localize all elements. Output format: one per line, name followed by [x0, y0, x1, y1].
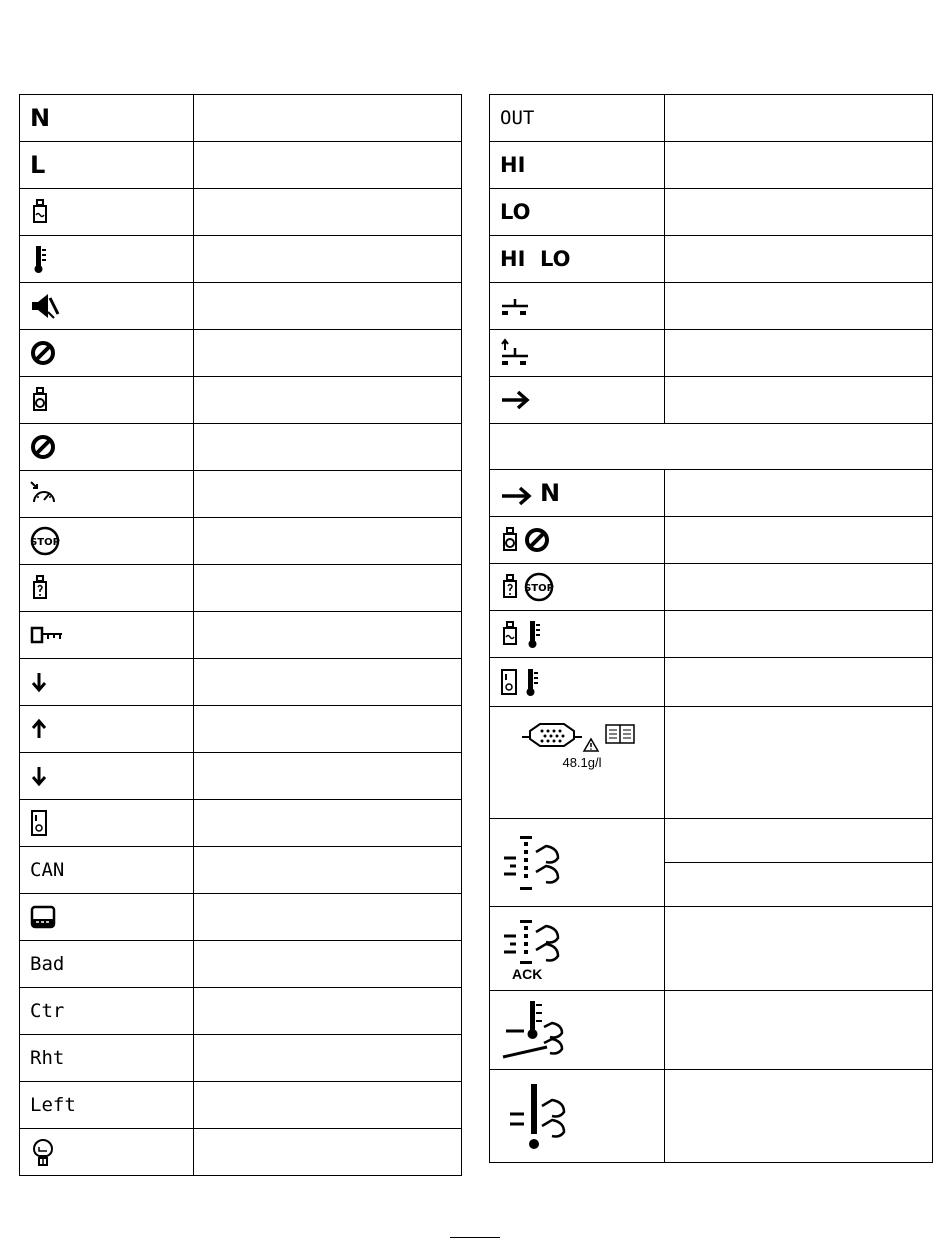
description-cell	[194, 988, 462, 1035]
symbol-cell	[490, 142, 665, 189]
svg-text:STOP: STOP	[524, 583, 554, 594]
left-symbol: Left	[30, 1094, 76, 1116]
symbol-cell	[20, 565, 194, 612]
low-symbol: LO	[500, 200, 531, 224]
exhaust-filter-icon	[500, 916, 570, 968]
table-row	[20, 518, 462, 565]
description-cell	[194, 142, 462, 189]
symbol-cell	[20, 283, 194, 330]
description-cell	[194, 1082, 462, 1129]
description-cell	[665, 863, 933, 907]
description-cell	[194, 800, 462, 847]
high-low-symbol: HI LO	[500, 247, 571, 271]
table-row	[490, 907, 933, 991]
engine-oil-icon	[500, 527, 520, 553]
svg-text:STOP: STOP	[30, 537, 60, 548]
exhaust-warning-icon	[500, 1080, 570, 1152]
symbol-cell	[490, 377, 665, 424]
description-cell	[665, 707, 933, 819]
engine-question-icon	[30, 575, 50, 601]
engine-coolant-icon	[500, 621, 520, 647]
symbol-cell	[20, 1129, 194, 1176]
symbol-cell	[490, 991, 665, 1070]
symbol-cell	[20, 236, 194, 283]
table-row	[490, 991, 933, 1070]
stop-icon	[524, 572, 554, 602]
description-cell	[665, 189, 933, 236]
symbol-cell	[490, 189, 665, 236]
center-symbol: Ctr	[30, 1000, 65, 1022]
symbol-cell	[490, 236, 665, 283]
exhaust-filter-icon	[500, 832, 570, 894]
description-cell	[194, 330, 462, 377]
description-cell	[194, 847, 462, 894]
table-row	[20, 847, 462, 894]
symbol-cell	[20, 330, 194, 377]
description-cell	[665, 283, 933, 330]
thermometer-icon	[30, 244, 48, 274]
description-cell	[194, 189, 462, 236]
description-cell	[665, 330, 933, 377]
table-row	[20, 988, 462, 1035]
description-cell	[194, 659, 462, 706]
soot-filter-warning-icon	[520, 721, 640, 753]
symbol-cell	[20, 189, 194, 236]
symbol-cell	[490, 819, 665, 907]
description-cell	[665, 564, 933, 611]
exhaust-temperature-icon	[500, 997, 570, 1063]
table-row	[490, 1070, 933, 1163]
description-cell	[194, 283, 462, 330]
table-row	[490, 564, 933, 611]
out-symbol: OUT	[500, 107, 535, 129]
symbol-cell	[20, 471, 194, 518]
stop-icon	[30, 526, 60, 556]
ack-label: ACK	[512, 965, 543, 982]
symbol-cell	[20, 753, 194, 800]
table-row	[20, 236, 462, 283]
engine-question-icon	[500, 574, 520, 600]
symbol-cell	[20, 659, 194, 706]
table-row	[20, 1082, 462, 1129]
description-cell	[194, 471, 462, 518]
prohibited-icon	[30, 434, 56, 460]
table-row	[20, 565, 462, 612]
table-row	[490, 819, 933, 863]
description-cell	[194, 894, 462, 941]
description-cell	[665, 517, 933, 564]
table-row	[20, 142, 462, 189]
table-row	[20, 95, 462, 142]
table-row	[20, 659, 462, 706]
low-symbol: L	[30, 151, 46, 179]
table-row	[490, 424, 933, 470]
description-cell	[194, 753, 462, 800]
table-row	[490, 611, 933, 658]
neutral-symbol: N	[540, 478, 561, 507]
table-row	[490, 658, 933, 707]
symbol-table-right	[489, 94, 933, 1163]
symbol-cell	[20, 706, 194, 753]
hydraulic-oil-icon	[30, 809, 48, 837]
symbol-cell	[20, 612, 194, 659]
description-cell	[665, 819, 933, 863]
description-cell	[665, 991, 933, 1070]
description-cell	[665, 907, 933, 991]
arrow-up-icon	[30, 718, 48, 740]
table-row	[20, 1129, 462, 1176]
symbol-cell	[490, 707, 665, 819]
symbol-cell	[20, 800, 194, 847]
table-row	[490, 283, 933, 330]
symbol-cell	[20, 1082, 194, 1129]
description-cell	[665, 611, 933, 658]
thermometer-icon	[522, 667, 540, 697]
symbol-cell	[490, 330, 665, 377]
symbol-cell	[20, 941, 194, 988]
table-row	[20, 330, 462, 377]
description-cell	[194, 518, 462, 565]
description-cell	[194, 565, 462, 612]
description-cell	[665, 1070, 933, 1163]
symbol-cell	[20, 518, 194, 565]
arrow-down-icon	[30, 765, 48, 787]
neutral-symbol: N	[30, 104, 51, 132]
table-row	[490, 707, 933, 819]
prohibited-icon	[30, 340, 56, 366]
table-row	[490, 470, 933, 517]
table-row	[490, 330, 933, 377]
description-cell	[665, 236, 933, 283]
table-row	[20, 800, 462, 847]
description-cell	[665, 377, 933, 424]
description-cell	[194, 706, 462, 753]
symbol-cell	[20, 988, 194, 1035]
table-row	[20, 1035, 462, 1082]
pto-raise-icon	[500, 338, 530, 368]
pto-icon	[500, 295, 530, 317]
table-row	[20, 283, 462, 330]
description-cell	[665, 95, 933, 142]
right-symbol: Rht	[30, 1047, 65, 1069]
symbol-cell	[490, 658, 665, 707]
symbol-cell	[20, 142, 194, 189]
description-cell	[194, 236, 462, 283]
description-cell	[194, 612, 462, 659]
horn-mute-icon	[30, 292, 60, 320]
arrow-down-icon	[30, 671, 48, 693]
table-row	[490, 377, 933, 424]
table-row	[20, 706, 462, 753]
table-row	[20, 189, 462, 236]
symbol-cell	[20, 424, 194, 471]
speed-gauge-icon	[30, 480, 58, 508]
thermometer-icon	[524, 619, 542, 649]
symbol-cell	[490, 517, 665, 564]
symbol-cell	[490, 611, 665, 658]
table-row	[490, 517, 933, 564]
arrow-right-icon	[500, 389, 532, 411]
operator-seat-icon	[30, 1137, 56, 1167]
table-row	[20, 941, 462, 988]
page-number-rule	[450, 1237, 500, 1238]
engine-coolant-icon	[30, 199, 50, 225]
symbol-cell	[20, 95, 194, 142]
table-row	[490, 189, 933, 236]
hydraulic-oil-icon	[500, 668, 518, 696]
soot-load-label: 48.1g/l	[562, 755, 602, 770]
description-cell	[665, 142, 933, 189]
prohibited-icon	[524, 527, 550, 553]
symbol-cell	[490, 907, 665, 991]
description-cell	[194, 941, 462, 988]
key-icon	[30, 625, 64, 645]
symbol-cell	[20, 1035, 194, 1082]
description-cell	[194, 1129, 462, 1176]
table-row	[490, 236, 933, 283]
table-row	[490, 95, 933, 142]
symbol-cell	[490, 1070, 665, 1163]
bad-symbol: Bad	[30, 953, 65, 975]
description-cell	[194, 1035, 462, 1082]
symbol-cell	[20, 377, 194, 424]
description-cell	[194, 424, 462, 471]
description-cell	[194, 377, 462, 424]
symbol-cell	[490, 95, 665, 142]
spacer-cell	[490, 424, 933, 470]
symbol-cell	[490, 283, 665, 330]
symbol-cell	[490, 564, 665, 611]
table-row	[20, 894, 462, 941]
description-cell	[665, 658, 933, 707]
engine-oil-icon	[30, 387, 50, 413]
table-row	[20, 471, 462, 518]
table-row	[20, 377, 462, 424]
display-icon	[30, 905, 56, 929]
symbol-cell	[20, 894, 194, 941]
symbol-table-left	[19, 94, 462, 1176]
table-row	[20, 753, 462, 800]
can-symbol: CAN	[30, 859, 65, 881]
arrow-right-icon	[500, 485, 536, 507]
symbol-cell	[20, 847, 194, 894]
table-row	[490, 142, 933, 189]
table-row	[20, 424, 462, 471]
description-cell	[665, 470, 933, 517]
symbol-cell	[490, 470, 665, 517]
description-cell	[194, 95, 462, 142]
high-symbol: HI	[500, 153, 526, 177]
table-row	[20, 612, 462, 659]
